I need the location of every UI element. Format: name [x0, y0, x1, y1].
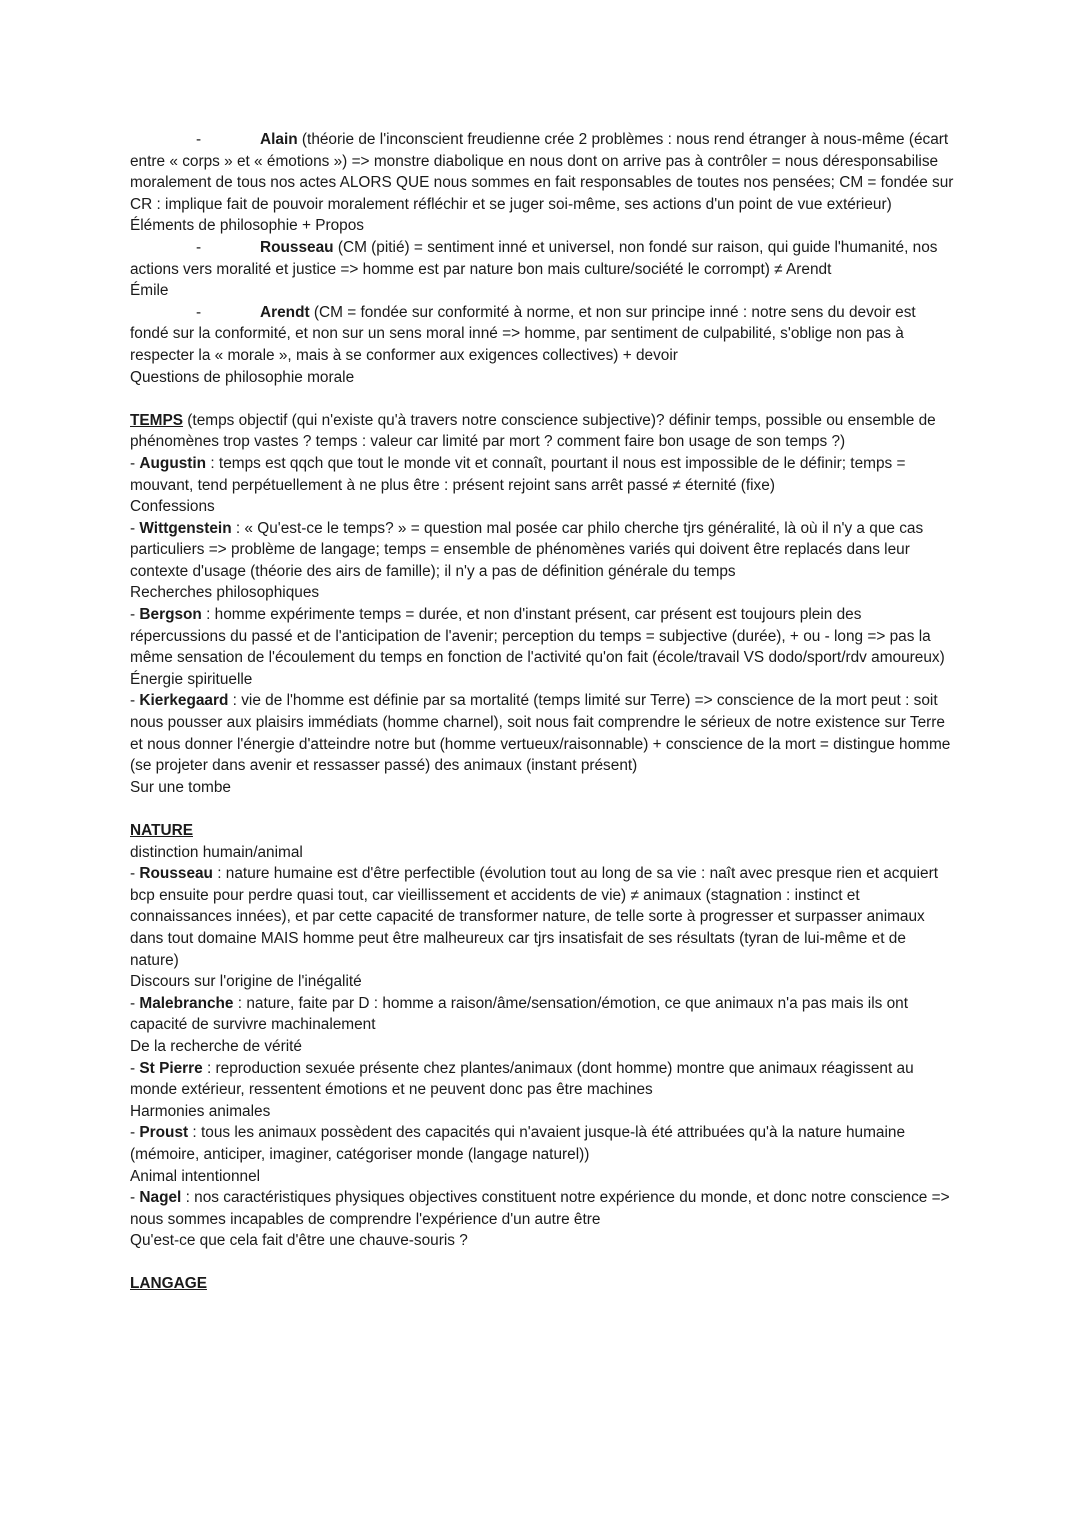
entry-text: (théorie de l'inconscient freudienne crée 2 problèmes : nous rend étranger à nous-même (écart entre « corps » et « émotions ») => monstre diabolique en nous dont on arrive pas à contrôler = nous déresponsabilise moralement de tous nos actes ALORS QUE nous sommes en fait responsables de toutes nos pensées; CM = fondée sur CR : implique fait de pouvoir moralement réfléchir et se juger soi-même, ses actions d'un point de vue extérieur) [130, 131, 954, 213]
moral-section [130, 129, 954, 388]
entry-malebranche [130, 993, 954, 1036]
author-name: St Pierre [139, 1059, 203, 1077]
book-title: Qu'est-ce que cela fait d'être une chauve-souris ? [130, 1232, 468, 1250]
entry-text: (CM (pitié) = sentiment inné et universel, non fondé sur raison, qui guide l'humanité, nos actions vers moralité et justice => homme est par nature bon mais culture/société le corrompt) ≠ Arendt [130, 238, 938, 278]
author-name: Rousseau [139, 865, 213, 883]
book-title: Éléments de philosophie + Propos [130, 217, 365, 235]
book-title: Harmonies animales [130, 1102, 271, 1120]
dash-marker: - [130, 692, 140, 710]
section-intro [130, 410, 954, 453]
dash-marker: - [196, 238, 202, 256]
author-name: Nagel [139, 1189, 182, 1207]
entry-text: : nos caractéristiques physiques objectives constituent notre expérience du monde, et donc notre conscience => nous sommes incapables de comprendre l'expérience d'un autre être [130, 1189, 950, 1228]
book-title: Discours sur l'origine de l'inégalité [130, 973, 362, 991]
entry-text: : tous les animaux possèdent des capacités qui n'avaient jusque-là été attribuées qu'à la nature humaine (mémoire, anticiper, imaginer, catégoriser monde (langage naturel)) [130, 1124, 906, 1163]
dash-marker: - [130, 1189, 140, 1207]
book-title: Sur une tombe [130, 778, 231, 796]
temps-section [130, 410, 954, 799]
dash-marker: - [196, 303, 202, 321]
entry-bergson [130, 604, 954, 669]
entry-text: : vie de l'homme est définie par sa mortalité (temps limité sur Terre) => conscience de la mort peut : soit nous pousser aux plaisirs immédiats (homme charnel), soit nous fait comprendre le sérieux de notre existence sur Terre et nous donner l'énergie d'atteindre notre but (homme vertueux/raisonnable) + conscience de la mort = distingue homme (se projeter dans avenir et ressasser passé) des animaux (instant présent) [130, 692, 951, 775]
author-name: Proust [139, 1124, 189, 1142]
author-name: Kierkegaard [139, 692, 229, 710]
entry-text: (CM = fondée sur conformité à norme, et non sur principe inné : notre sens du devoir est fondé sur la conformité, et non sur un sens moral inné => homme, par sentiment de culpabilité, s'oblige non pas à respecter la « morale », mais à se conformer aux exigences collectives) + devoir [130, 303, 916, 364]
entry-augustin [130, 453, 954, 496]
section-spacer [130, 1252, 954, 1274]
entry-rousseau [130, 237, 954, 280]
section-intro-text: (temps objectif (qui n'existe qu'à travers notre conscience subjective)? définir temps, possible ou ensemble de phénomènes trop vastes ? temps : valeur car limité par mort ? comment faire bon usage de son temps ?) [130, 411, 936, 451]
book-title: Recherches philosophiques [130, 584, 320, 602]
entry-text: : « Qu'est-ce le temps? » = question mal posée car philo cherche tjrs généralité, là où il n'y a que cas particuliers => problème de langage; temps = ensemble de phénomènes variés qui doivent être replacés dans leur contexte d'usage (théorie des airs de famille); il n'y a pas de définition générale du temps [130, 519, 924, 580]
dash-marker: - [130, 1124, 140, 1142]
entry-proust [130, 1122, 954, 1165]
author-name: Rousseau [260, 238, 334, 256]
section-heading-langage: LANGAGE [130, 1275, 207, 1293]
dash-marker: - [130, 1059, 140, 1077]
book-title: Énergie spirituelle [130, 670, 253, 688]
langage-section [130, 1273, 954, 1295]
entry-nagel [130, 1187, 954, 1230]
dash-marker: - [130, 865, 140, 883]
section-heading-temps: TEMPS [130, 411, 184, 429]
author-name: Arendt [260, 303, 310, 321]
entry-text: : reproduction sexuée présente chez plantes/animaux (dont homme) montre que animaux réagissent au monde extérieur, ressentent émotions et ne peuvent donc pas être machines [130, 1059, 914, 1099]
author-name: Malebranche [139, 994, 234, 1012]
dash-marker: - [130, 606, 140, 624]
entry-st-pierre [130, 1058, 954, 1101]
entry-alain [130, 129, 954, 215]
entry-text: : nature humaine est d'être perfectible (évolution tout au long de sa vie : naît avec presque rien et acquiert bcp ensuite pour perdre quasi tout, car vieillissement et accidents de vie) ≠ animaux (stagnation : instinct et connaissances innées), et par cette capacité de transformer nature, de telle sorte à progresser et surpasser animaux dans tout domaine MAIS homme peut être malheureux car tjrs insatisfait de ses résultats (tyran de lui-même et de nature) [130, 865, 938, 969]
entry-text: : homme expérimente temps = durée, et non d'instant présent, car présent est toujours plein des répercussions du passé et de l'anticipation de l'avenir; perception du temps = subjective (durée), + ou - long => pas la même sensation de l'écoulement du temps en fonction de l'activité qu'on fait (école/travail VS dodo/sport/rdv amoureux) [130, 606, 945, 667]
nature-section [130, 820, 954, 1252]
author-name: Bergson [139, 606, 202, 624]
book-title: Émile [130, 282, 169, 300]
entry-text: : temps est qqch que tout le monde vit et connaît, pourtant il nous est impossible de le définir; temps = mouvant, tend perpétuellement à ne plus être : présent rejoint sans arrêt passé ≠ éternité (fixe) [130, 454, 906, 494]
entry-arendt [130, 302, 954, 367]
section-intro: distinction humain/animal [130, 843, 303, 861]
author-name: Augustin [139, 454, 207, 472]
dash-marker: - [196, 131, 202, 148]
book-title: De la recherche de vérité [130, 1037, 302, 1055]
entry-rousseau-nature [130, 863, 954, 971]
book-title: Confessions [130, 498, 215, 516]
section-heading-nature: NATURE [130, 822, 193, 839]
dash-marker: - [130, 994, 140, 1012]
dash-marker: - [130, 519, 140, 537]
notes-page [130, 129, 954, 1295]
dash-marker: - [130, 454, 140, 472]
author-name: Wittgenstein [139, 519, 232, 537]
entry-text: : nature, faite par D : homme a raison/âme/sensation/émotion, ce que animaux n'a pas mais ils ont capacité de survivre machinalement [130, 994, 908, 1034]
section-spacer [130, 798, 954, 820]
book-title: Questions de philosophie morale [130, 368, 355, 386]
section-spacer [130, 388, 954, 410]
book-title: Animal intentionnel [130, 1167, 261, 1185]
entry-kierkegaard [130, 690, 954, 776]
author-name: Alain [260, 131, 298, 148]
entry-wittgenstein [130, 518, 954, 583]
